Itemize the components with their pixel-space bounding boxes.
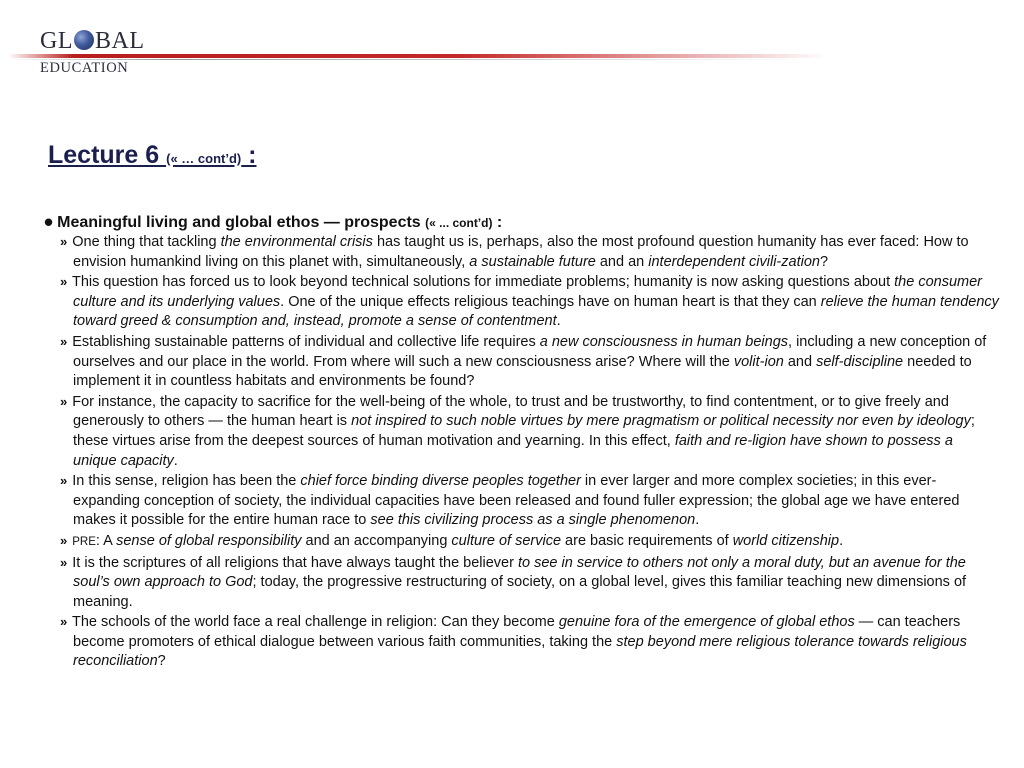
slide-title-colon: :: [241, 141, 257, 169]
item-text: , including a new conception of ourselves and our place in the world. From where will such a new consciousness arise? Where will the: [73, 333, 987, 370]
item-marker-icon: »: [60, 234, 68, 249]
emphasis-text: the environmental crisis: [220, 234, 373, 250]
item-text: Establishing sustainable patterns of individual and collective life requires: [72, 333, 540, 350]
emphasis-text: interdependent civili-zation: [648, 253, 820, 270]
item-text: ; these virtues arise from the deepest sources of human motivation and yearning. In this effect,: [73, 413, 975, 449]
item-marker-icon: »: [60, 614, 68, 630]
emphasis-text: culture of service: [451, 532, 562, 549]
emphasis-text: a sustainable future: [469, 253, 596, 270]
item-text: and an accompanying: [301, 532, 452, 549]
list-item: [60, 531, 1000, 553]
list-item: [60, 392, 1000, 471]
item-marker-icon: »: [60, 473, 68, 489]
header-gray-rule: [8, 59, 808, 60]
item-text: are basic requirements of: [561, 532, 733, 549]
emphasis-text: sense of global responsibility: [116, 532, 302, 549]
emphasis-text: genuine fora of the emergence of global ethos: [558, 614, 855, 631]
list-item: [60, 232, 1000, 272]
section-heading-colon: :: [492, 214, 503, 231]
emphasis-text: the consumer culture and its underlying values: [73, 274, 982, 310]
emphasis-text: step beyond mere religious tolerance towards religious reconciliation: [73, 633, 967, 670]
emphasis-text: see this civilizing process as a single phenomenon: [370, 512, 696, 529]
emphasis-text: volit-ion: [733, 353, 784, 370]
item-text: .: [839, 532, 844, 549]
emphasis-text: chief force binding diverse peoples together: [300, 473, 581, 490]
item-text: and an: [595, 253, 649, 270]
logo-wordmark: [40, 28, 145, 54]
list-item: [60, 612, 1000, 672]
slide-title-contd: (« … cont’d): [166, 151, 242, 166]
emphasis-text: relieve the human tendency toward greed & consumption and, instead, promote a sense of contentment: [73, 293, 999, 330]
bullet-list: [60, 232, 1000, 672]
item-text: This question has forced us to look beyond technical solutions for immediate problems; humanity is now asking questions about: [72, 274, 895, 291]
item-text: has taught us is, perhaps, also the most profound question humanity has ever faced: How to envision humankind living on this planet with, simultaneously,: [73, 234, 969, 270]
item-text: ?: [819, 253, 829, 270]
list-item: [60, 272, 1000, 332]
item-marker-icon: »: [60, 532, 68, 548]
section-heading-text: Meaningful living and global ethos — prospects: [57, 214, 426, 231]
item-text: ?: [157, 653, 166, 670]
item-text: and: [783, 353, 817, 370]
item-text: For instance, the capacity to sacrifice for the well-being of the whole, to trust and be trustworthy, to find contentment, or to give freely and generously to others — the human heart is: [72, 393, 949, 430]
emphasis-text: a new consciousness in human beings: [539, 333, 789, 350]
item-marker-icon: »: [60, 554, 68, 570]
logo-subtitle: EDUCATION: [40, 60, 129, 76]
item-text: — can teachers become promoters of ethical dialogue between various faith communities, taking the: [73, 614, 961, 650]
item-text: The schools of the world face a real challenge in religion: Can they become: [72, 614, 559, 631]
item-text: .: [556, 313, 561, 330]
logo-text-post: BAL: [95, 28, 145, 54]
item-text: needed to implement it in countless habitats and environments be found?: [73, 353, 972, 390]
list-item: [60, 332, 1000, 392]
global-education-logo: [40, 28, 170, 78]
item-text: .: [173, 452, 178, 469]
globe-icon: [74, 30, 94, 50]
item-marker-icon: »: [60, 393, 68, 409]
item-text: : A: [95, 532, 117, 549]
item-text: . One of the unique effects religious teachings have on human heart is that they can: [280, 293, 821, 310]
item-text: In this sense, religion has been the: [72, 473, 301, 490]
list-item: [60, 553, 1000, 613]
logo-text-pre: GL: [40, 28, 73, 54]
item-text: PRE: [72, 535, 96, 548]
item-text: It is the scriptures of all religions that have always taught the believer: [72, 554, 518, 571]
item-text: in ever larger and more complex societies; in this ever-expanding conception of society, the individual capacities have been released and found fuller expression; the global age we have entered makes it possible for the entire human race to: [73, 473, 960, 529]
item-text: .: [695, 512, 700, 529]
item-text: One thing that tackling: [72, 234, 221, 250]
slide-title-main: Lecture 6: [48, 141, 167, 169]
item-marker-icon: »: [60, 274, 68, 290]
section-heading-contd: (« ... cont’d): [425, 216, 493, 230]
bullet-icon: •: [44, 207, 54, 237]
emphasis-text: faith and re-ligion have shown to possess a unique capacity: [73, 432, 953, 469]
header-red-rule: [8, 54, 828, 58]
emphasis-text: to see in service to others not only a moral duty, but an avenue for the soul’s own approach to God: [73, 554, 966, 591]
emphasis-text: not inspired to such noble virtues by mere pragmatism or political necessity nor even by ideology: [351, 413, 971, 430]
emphasis-text: self-discipline: [816, 353, 904, 370]
item-text: ; today, the progressive restructuring of society, on a global level, gives this familiar teaching new dimensions of meaning.: [73, 574, 967, 610]
list-item: [60, 471, 1000, 531]
slide-title: [48, 141, 257, 170]
item-marker-icon: »: [60, 333, 68, 349]
emphasis-text: world citizenship: [732, 532, 840, 549]
